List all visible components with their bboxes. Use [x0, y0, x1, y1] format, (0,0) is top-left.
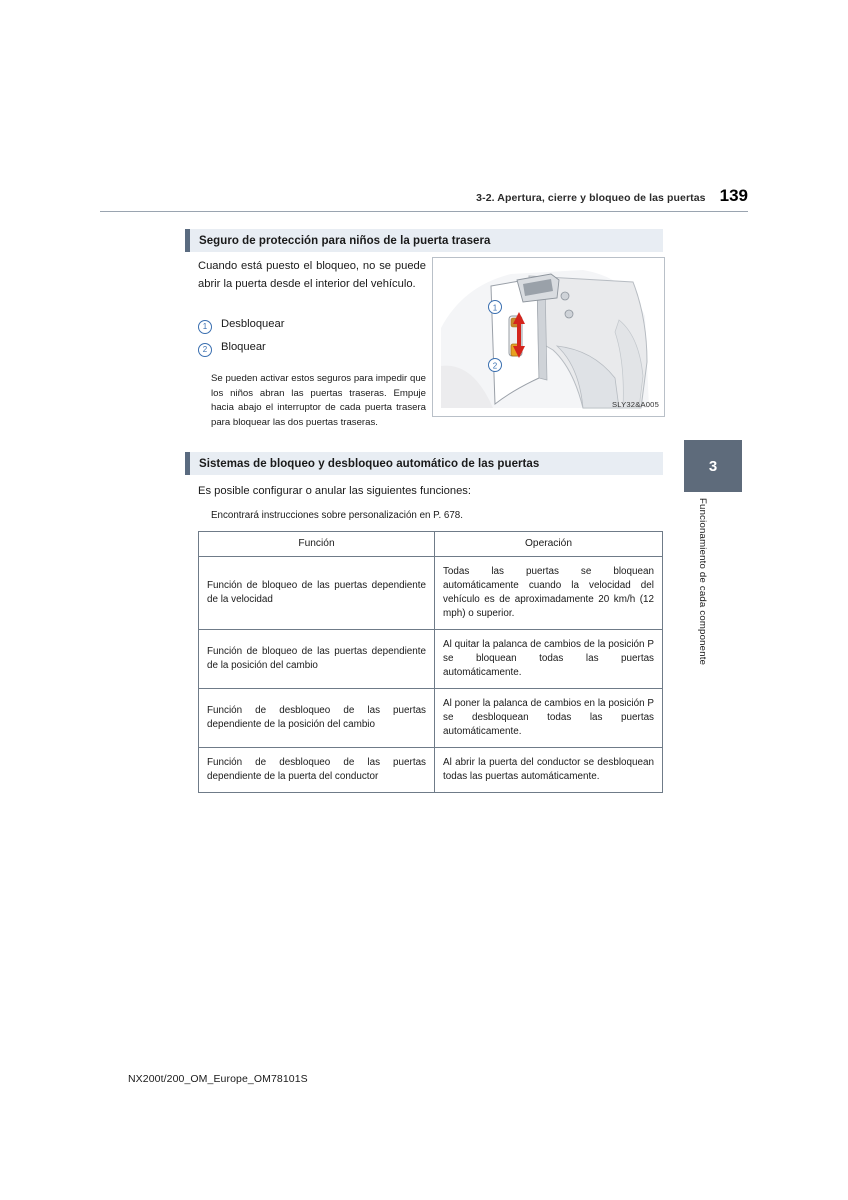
section-title-text: Sistemas de bloqueo y desbloqueo automático de las puertas [199, 457, 540, 470]
section-accent-bar [185, 452, 190, 475]
rear-door-child-lock-drawing [433, 258, 662, 414]
page-header [100, 186, 748, 206]
table-cell-function: Función de bloqueo de las puertas dependiente de la velocidad [199, 557, 435, 630]
chapter-tab-label: Funcionamiento de cada componente [697, 498, 708, 666]
child-lock-illustration [432, 257, 665, 417]
table-header-row [199, 532, 663, 557]
page-number: 139 [719, 186, 748, 205]
footer-document-code: NX200t/200_OM_Europe_OM78101S [128, 1073, 308, 1085]
auto-lock-intro-paragraph: Es posible configurar o anular las siguientes funciones: [198, 485, 472, 497]
table-row [199, 748, 663, 793]
section-title-text: Seguro de protección para niños de la puerta trasera [199, 234, 491, 247]
header-divider [100, 211, 748, 212]
child-lock-note: Se pueden activar estos seguros para impedir que los niños abran las puertas traseras. Empuje hacia abajo el interruptor de cada puerta trasera para bloquear las dos puertas traseras. [211, 373, 426, 428]
table-cell-operation: Al quitar la palanca de cambios de la posición P se bloquean todas las puertas automáticamente. [435, 630, 663, 689]
table-cell-operation: Todas las puertas se bloquean automáticamente cuando la velocidad del vehículo es de aproximadamente 20 km/h (12 mph) o superior. [435, 557, 663, 630]
table-cell-operation: Al abrir la puerta del conductor se desbloquean todas las puertas automáticamente. [435, 748, 663, 793]
table-cell-operation: Al poner la palanca de cambios en la posición P se desbloquean todas las puertas automáticamente. [435, 689, 663, 748]
svg-text:2: 2 [492, 361, 498, 371]
table-row [199, 557, 663, 630]
callout-label-lock: Bloquear [221, 341, 266, 353]
running-title: 3-2. Apertura, cierre y bloqueo de las puertas [476, 192, 706, 204]
auto-lock-customization-note: Encontrará instrucciones sobre personalización en P. 678. [211, 510, 463, 521]
table-cell-function: Función de desbloqueo de las puertas dependiente de la puerta del conductor [199, 748, 435, 793]
figure-code-caption: SLY32&A005 [611, 400, 659, 409]
section-heading-auto-lock [185, 452, 663, 475]
section-heading-child-lock [185, 229, 663, 252]
callout-number-1: 1 [198, 320, 212, 334]
section-accent-bar [185, 229, 190, 252]
table-cell-function: Función de desbloqueo de las puertas dependiente de la posición del cambio [199, 689, 435, 748]
chapter-tab-number: 3 [684, 440, 742, 492]
callout-number-2: 2 [198, 343, 212, 357]
table-header-operation: Operación [435, 532, 663, 557]
table-row [199, 630, 663, 689]
table-row [199, 689, 663, 748]
list-item [198, 318, 426, 334]
table-cell-function: Función de bloqueo de las puertas dependiente de la posición del cambio [199, 630, 435, 689]
child-lock-intro-paragraph: Cuando está puesto el bloqueo, no se puede abrir la puerta desde el interior del vehículo. [198, 260, 426, 290]
list-item [198, 341, 426, 357]
auto-lock-functions-table [198, 531, 663, 793]
callout-label-unlock: Desbloquear [221, 318, 285, 330]
table-header-function: Función [199, 532, 435, 557]
child-lock-callout-list [198, 318, 426, 364]
svg-text:1: 1 [492, 303, 498, 313]
